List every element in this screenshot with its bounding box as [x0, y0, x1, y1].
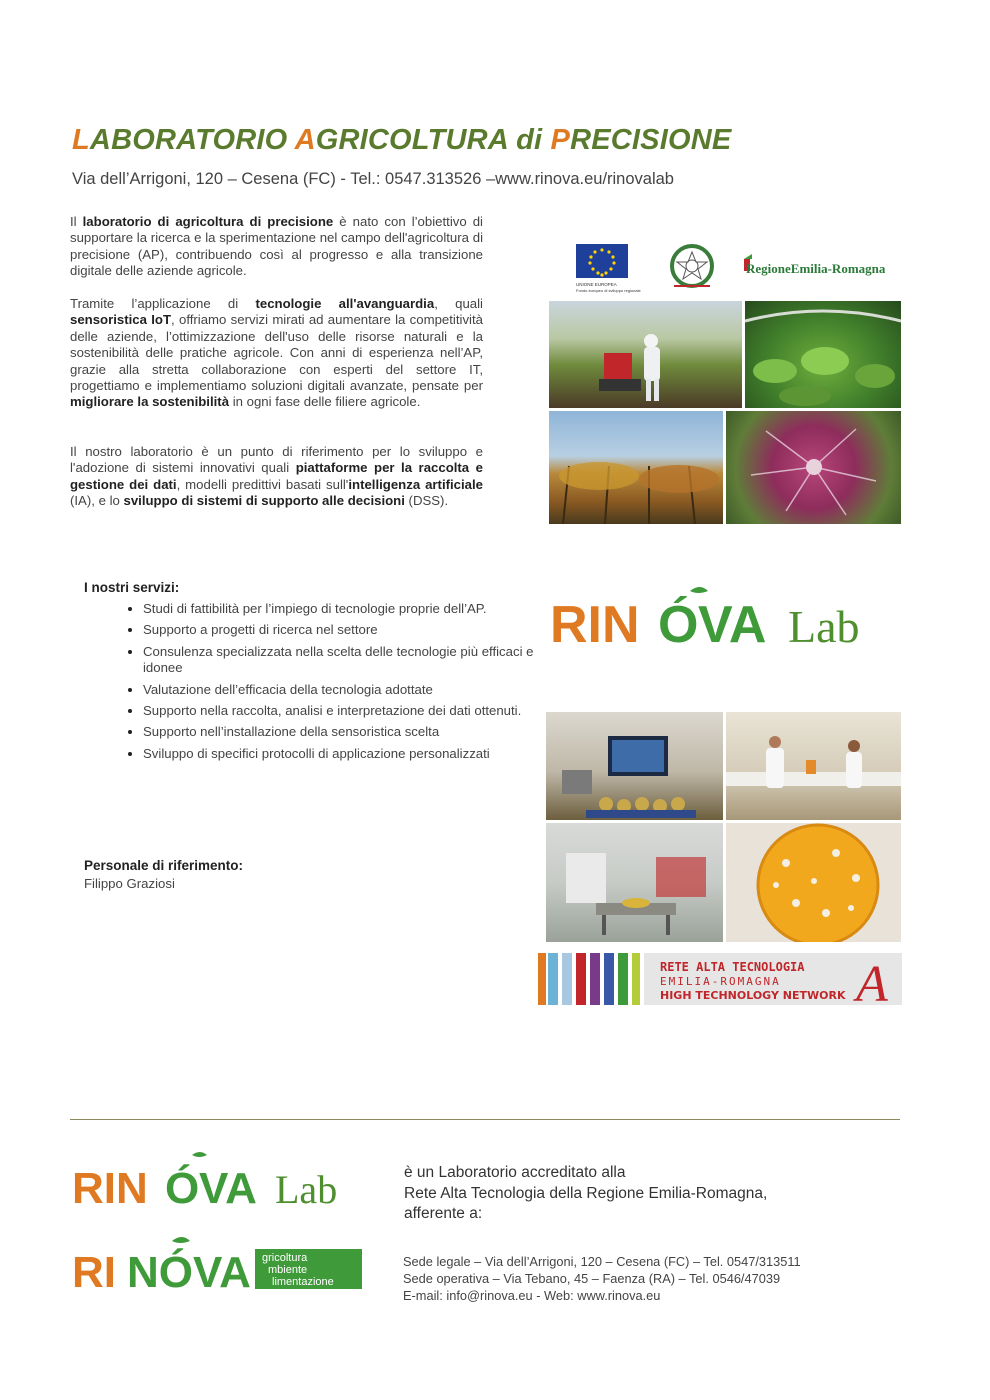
petri-dish-photo	[726, 823, 901, 942]
accreditation-line-2: Rete Alta Tecnologia della Regione Emilia-Romagna,	[404, 1184, 768, 1202]
rinovalab-prefix: RIN	[550, 596, 640, 654]
service-item: • Sviluppo di specifici protocolli di applicazione personalizzati	[143, 745, 563, 762]
lab-hall-photo	[546, 823, 723, 942]
rinovalab-suffix: Lab	[788, 601, 860, 652]
rete-line-1: RETE ALTA TECNOLOGIA	[660, 960, 805, 974]
rinovalab-footer-o: Ó	[165, 1164, 200, 1211]
rete-letter: A	[856, 956, 888, 1005]
accreditation-line-3: afferente a:	[404, 1205, 483, 1222]
rinovalab-o: Ó	[658, 596, 699, 654]
rinova-tag-2: mbiente	[268, 1264, 308, 1276]
accreditation-text	[404, 1163, 767, 1225]
body-text: Tramite l’applicazione di	[70, 296, 256, 311]
body-text: , quali	[434, 296, 483, 311]
highlight-text: piattaforme per la raccolta e gestione dei dati	[70, 460, 483, 492]
rinovalab-footer-suffix: Lab	[275, 1167, 338, 1211]
highlight-text: laboratorio di agricoltura di precisione	[82, 214, 334, 229]
page-title	[72, 124, 731, 157]
rinovalab-footer-prefix: RIN	[72, 1164, 148, 1211]
title-part: P	[550, 124, 571, 156]
funding-logos	[574, 242, 894, 296]
body-text: (DSS).	[404, 493, 449, 509]
service-item: • Supporto nell’installazione della sensoristica scelta	[143, 723, 563, 740]
agriculture-photo-grid	[549, 301, 901, 524]
service-item: • Supporto nella raccolta, analisi e interpretazione dei dati ottenuti.	[143, 702, 563, 719]
rete-alta-tecnologia-banner	[538, 953, 902, 1005]
field-sprayer-photo	[549, 301, 742, 408]
funding-logos-svg	[574, 242, 894, 296]
body-text: Il nostro laboratorio è un punto di riferimento per lo sviluppo e l'adozione di sistemi innovativi quali	[70, 444, 483, 476]
body-text: Il	[70, 214, 83, 229]
title-part: GRICOLTURA di	[315, 124, 551, 156]
title-part: ABORATORIO	[89, 124, 295, 156]
lab-computer-photo	[546, 712, 723, 820]
regione-logo	[744, 254, 886, 276]
highlight-text: sviluppo di sistemi di supporto alle decisioni	[123, 493, 405, 509]
rete-line-2: EMILIA-ROMAGNA	[660, 975, 781, 988]
reference-title: Personale di riferimento:	[84, 858, 244, 873]
lab-workers-photo	[726, 712, 901, 820]
services-title: I nostri servizi:	[84, 580, 180, 595]
service-item: • Studi di fattibilità per l’impiego di tecnologie proprie dell’AP.	[143, 600, 563, 617]
body-text: è nato con l’obiettivo di supportare la ricerca e la sperimentazione nel campo dell'agricoltura di precisione (AP), contribuendo così al progresso e alla transizione digitale delle aziende agricole.	[70, 214, 483, 279]
rinova-prefix: RI	[72, 1248, 116, 1293]
laboratory-photo-grid	[546, 712, 901, 942]
contact-line: E-mail: info@rinova.eu - Web: www.rinova.eu	[403, 1287, 661, 1303]
highlight-text: intelligenza artificiale	[348, 476, 483, 492]
rinovalab-logo	[548, 585, 898, 655]
contact-block	[403, 1254, 801, 1304]
services-list	[84, 600, 563, 766]
rinova-tag-1: gricoltura	[262, 1252, 308, 1264]
intro-paragraph-2	[70, 296, 483, 411]
reference-name: Filippo Graziosi	[84, 876, 175, 891]
italian-emblem-icon	[672, 246, 712, 286]
eu-caption-1: UNIONE EUROPEA	[576, 282, 617, 287]
body-text: (IA), e lo	[70, 493, 124, 509]
rinovalab-footer-logo	[72, 1151, 357, 1211]
intro-paragraph-3	[70, 444, 483, 510]
service-item: • Consulenza specializzata nella scelta delle tecnologie più efficaci e idonee	[143, 643, 563, 677]
rinova-tag-3: limentazione	[272, 1276, 334, 1288]
greenhouse-plants-photo	[745, 301, 901, 408]
body-text: in ogni fase delle filiere agricole.	[229, 394, 421, 410]
eu-caption-2: Fondo europeo di sviluppo regionale	[576, 288, 641, 293]
sede-legale: Sede legale – Via dell’Arrigoni, 120 – Cesena (FC) – Tel. 0547/313511	[403, 1254, 801, 1269]
body-text: , offriamo servizi mirati ad aumentare la competitività delle aziende, l’ottimizzazione dell'uso delle risorse naturali e la sostenibilità delle pratiche agricole. Con anni di esperienza nell’AP, grazie alla stretta collaborazione con esperti del settore IT, progettiamo e implementiamo soluzioni digitali avanzate, pensate per	[70, 312, 483, 394]
intro-paragraph-1	[70, 214, 483, 280]
vineyard-photo	[549, 411, 723, 524]
rinovalab-footer-va: VA	[199, 1164, 257, 1211]
footer-divider	[70, 1119, 900, 1120]
title-part: RECISIONE	[570, 124, 732, 156]
title-part: L	[72, 124, 90, 156]
radicchio-photo	[726, 411, 901, 524]
leaf-icon	[192, 1152, 207, 1157]
sede-operativa: Sede operativa – Via Tebano, 45 – Faenza (RA) – Tel. 0546/47039	[403, 1270, 781, 1286]
service-item: • Valutazione dell’efficacia della tecnologia adottate	[143, 681, 563, 698]
leaf-icon	[690, 587, 708, 593]
rinova-footer-logo	[72, 1235, 362, 1293]
page-subtitle: Via dell’Arrigoni, 120 – Cesena (FC) - Tel.: 0547.313526 –www.rinova.eu/rinovalab	[72, 170, 674, 188]
rinovalab-va: VA	[698, 596, 767, 654]
regione-name: RegioneEmilia-Romagna	[746, 261, 886, 276]
title-part: A	[294, 124, 316, 156]
accreditation-line-1: è un Laboratorio accreditato alla	[404, 1164, 626, 1181]
highlight-text: tecnologie all'avanguardia	[255, 296, 435, 311]
highlight-text: migliorare la sostenibilità	[70, 394, 230, 410]
highlight-text: sensoristica IoT	[70, 312, 172, 328]
service-item: • Supporto a progetti di ricerca nel settore	[143, 621, 563, 638]
color-stripes	[538, 953, 640, 1005]
rete-line-3: HIGH TECHNOLOGY NETWORK	[660, 989, 846, 1002]
leaf-icon	[172, 1237, 190, 1243]
body-text: , modelli predittivi basati sull'	[176, 476, 349, 492]
eu-flag-logo	[576, 244, 641, 293]
rinova-mid: NÓVA	[127, 1248, 251, 1293]
